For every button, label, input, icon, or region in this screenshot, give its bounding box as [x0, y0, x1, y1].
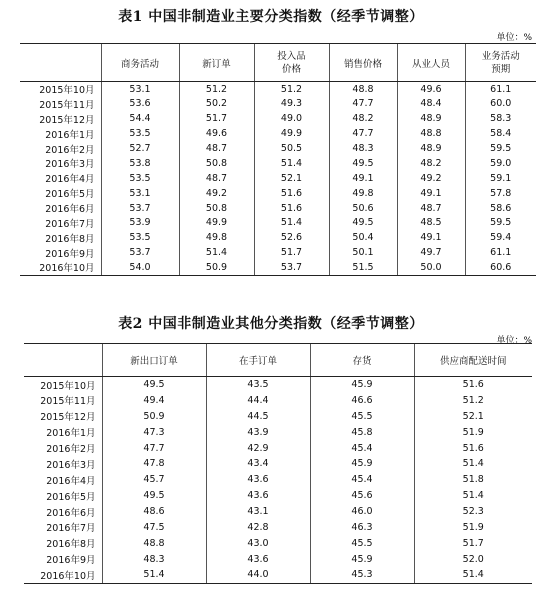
table2-header-inventory: 存货 — [310, 344, 414, 377]
table-row — [24, 440, 532, 456]
table-row — [24, 535, 532, 551]
row-label: 2016年6月 — [46, 507, 96, 519]
table-cell: 48.7 — [397, 201, 465, 216]
table2-body — [24, 377, 532, 584]
table-cell: 45.4 — [310, 472, 414, 488]
table-cell: 48.8 — [397, 126, 465, 141]
table-cell: 53.7 — [101, 201, 179, 216]
row-label: 2016年4月 — [45, 174, 95, 186]
table-cell: 58.4 — [465, 126, 536, 141]
table-cell: 58.6 — [465, 201, 536, 216]
table-cell: 51.7 — [254, 245, 329, 260]
table-cell: 45.9 — [310, 551, 414, 567]
table-cell: 49.6 — [179, 126, 254, 141]
table-row — [24, 424, 532, 440]
table-cell: 49.2 — [397, 171, 465, 186]
table-cell: 51.4 — [179, 245, 254, 260]
table-cell: 48.6 — [102, 504, 206, 520]
table-cell: 49.3 — [254, 96, 329, 111]
table-cell: 51.2 — [179, 82, 254, 97]
table-cell: 47.7 — [102, 440, 206, 456]
table-cell: 43.6 — [206, 472, 310, 488]
row-label: 2016年8月 — [45, 233, 95, 245]
table-row — [24, 472, 532, 488]
table-row — [20, 171, 536, 186]
table-cell: 47.5 — [102, 520, 206, 536]
table-cell: 49.2 — [179, 186, 254, 201]
table-cell: 51.4 — [102, 567, 206, 583]
table-row — [24, 488, 532, 504]
table-cell: 48.8 — [329, 82, 397, 97]
table-cell: 53.5 — [101, 230, 179, 245]
table2-unit: 单位：% — [496, 336, 532, 346]
table-cell: 49.5 — [102, 377, 206, 393]
table-cell: 50.9 — [179, 260, 254, 275]
table-row — [20, 126, 536, 141]
table-row — [24, 520, 532, 536]
table-row — [20, 230, 536, 245]
table2 — [24, 343, 532, 584]
row-label: 2016年10月 — [20, 260, 101, 275]
table-cell: 51.6 — [254, 201, 329, 216]
table-cell: 47.3 — [102, 424, 206, 440]
table-cell: 51.4 — [414, 456, 532, 472]
table-cell: 45.4 — [310, 440, 414, 456]
table-cell: 53.7 — [101, 245, 179, 260]
table-cell: 48.7 — [179, 171, 254, 186]
table-row — [20, 201, 536, 216]
table-cell: 52.1 — [414, 408, 532, 424]
row-label: 2016年2月 — [45, 144, 95, 156]
row-label: 2016年3月 — [45, 159, 95, 171]
row-label: 2015年10月 — [40, 380, 96, 392]
table-cell: 49.7 — [397, 245, 465, 260]
table-cell: 48.4 — [397, 96, 465, 111]
row-label: 2016年1月 — [46, 428, 96, 440]
table-row — [24, 551, 532, 567]
row-label: 2016年3月 — [46, 459, 96, 471]
table-cell: 50.1 — [329, 245, 397, 260]
table-cell: 52.0 — [414, 551, 532, 567]
table1-header-business-activity: 商务活动 — [101, 44, 179, 82]
table-row — [24, 456, 532, 472]
table-row — [20, 82, 536, 97]
row-label: 2016年5月 — [45, 189, 95, 201]
table-cell: 52.6 — [254, 230, 329, 245]
row-label: 2016年2月 — [46, 444, 96, 455]
table-cell: 45.5 — [310, 408, 414, 424]
table-cell: 49.6 — [397, 82, 465, 97]
table-cell: 49.1 — [397, 186, 465, 201]
row-label: 2016年7月 — [46, 523, 96, 535]
table-cell: 49.4 — [102, 392, 206, 408]
table-cell: 46.6 — [310, 392, 414, 408]
table-cell: 48.5 — [397, 216, 465, 231]
table2-title: 表2 中国非制造业其他分类指数（经季节调整） — [118, 316, 424, 332]
table-cell: 43.1 — [206, 504, 310, 520]
table-cell: 50.5 — [254, 141, 329, 156]
table-cell: 51.9 — [414, 424, 532, 440]
table-cell: 51.4 — [254, 216, 329, 231]
table-cell: 48.8 — [102, 535, 206, 551]
table-cell: 50.4 — [329, 230, 397, 245]
table-row — [20, 260, 536, 275]
table-cell: 46.3 — [310, 520, 414, 536]
table-cell: 44.5 — [206, 408, 310, 424]
table-cell: 51.2 — [414, 392, 532, 408]
table2-header-blank — [24, 344, 102, 377]
table-cell: 50.8 — [179, 156, 254, 171]
table-cell: 51.5 — [329, 260, 397, 275]
table-cell: 52.7 — [101, 141, 179, 156]
table-cell: 47.7 — [329, 126, 397, 141]
table-cell: 51.2 — [254, 82, 329, 97]
row-label: 2016年8月 — [46, 539, 96, 551]
table-cell: 59.4 — [465, 230, 536, 245]
table-row — [20, 186, 536, 201]
table-cell: 49.8 — [179, 230, 254, 245]
table-cell: 53.7 — [254, 260, 329, 275]
table-cell: 53.8 — [101, 156, 179, 171]
row-label: 2015年12月 — [39, 114, 95, 126]
table1-header-employment: 从业人员 — [397, 44, 465, 82]
table-cell: 42.8 — [206, 520, 310, 536]
table-cell: 49.5 — [329, 216, 397, 231]
table1-body — [20, 82, 536, 276]
table1-header-input-prices: 投入品 价格 — [254, 44, 329, 82]
table-cell: 49.1 — [397, 230, 465, 245]
table-cell: 51.6 — [414, 377, 532, 393]
table-cell: 51.8 — [414, 472, 532, 488]
table-cell: 42.9 — [206, 440, 310, 456]
table-row — [20, 111, 536, 126]
table2-header-backlog-orders: 在手订单 — [206, 344, 310, 377]
table-cell: 49.5 — [102, 488, 206, 504]
table-cell: 61.1 — [465, 245, 536, 260]
row-label: 2015年11月 — [40, 396, 96, 408]
table-cell: 59.5 — [465, 141, 536, 156]
table-cell: 59.5 — [465, 216, 536, 231]
table1-header-business-expectations: 业务活动 预期 — [465, 44, 536, 82]
table-cell: 49.9 — [179, 216, 254, 231]
table-cell: 57.8 — [465, 186, 536, 201]
table-row — [20, 141, 536, 156]
table-cell: 51.6 — [414, 440, 532, 456]
row-label: 2016年10月 — [24, 567, 102, 583]
table-cell: 49.0 — [254, 111, 329, 126]
table-cell: 50.0 — [397, 260, 465, 275]
table-cell: 59.0 — [465, 156, 536, 171]
table-row — [24, 392, 532, 408]
table-cell: 45.9 — [310, 456, 414, 472]
table-cell: 47.7 — [329, 96, 397, 111]
table-row — [24, 377, 532, 393]
table-cell: 43.4 — [206, 456, 310, 472]
table-cell: 60.0 — [465, 96, 536, 111]
table-cell: 43.0 — [206, 535, 310, 551]
table-cell: 49.9 — [254, 126, 329, 141]
table-cell: 51.4 — [414, 567, 532, 583]
table-cell: 51.9 — [414, 520, 532, 536]
row-label: 2016年9月 — [45, 248, 95, 260]
table1-header-new-orders: 新订单 — [179, 44, 254, 82]
table-cell: 48.3 — [102, 551, 206, 567]
table-cell: 48.2 — [397, 156, 465, 171]
table-cell: 45.6 — [310, 488, 414, 504]
table-row — [20, 156, 536, 171]
table-cell: 53.1 — [101, 82, 179, 97]
table-cell: 45.9 — [310, 377, 414, 393]
table-cell: 52.1 — [254, 171, 329, 186]
row-label: 2016年6月 — [45, 204, 95, 216]
table-cell: 53.5 — [101, 126, 179, 141]
table-cell: 47.8 — [102, 456, 206, 472]
table-cell: 51.7 — [414, 535, 532, 551]
table1-unit: 单位：% — [496, 33, 532, 43]
table2-header-supplier-delivery-times: 供应商配送时间 — [414, 344, 532, 377]
table-cell: 61.1 — [465, 82, 536, 97]
row-label: 2016年1月 — [45, 129, 95, 141]
table2-header-row — [24, 344, 532, 377]
table1 — [20, 43, 536, 276]
table-cell: 44.0 — [206, 567, 310, 583]
table-cell: 53.1 — [101, 186, 179, 201]
table-cell: 49.8 — [329, 186, 397, 201]
row-label: 2016年9月 — [46, 555, 96, 567]
table-cell: 54.4 — [101, 111, 179, 126]
row-label: 2015年11月 — [39, 99, 95, 111]
table-row — [24, 567, 532, 583]
table-cell: 49.5 — [329, 156, 397, 171]
table-cell: 43.6 — [206, 488, 310, 504]
table-cell: 48.9 — [397, 141, 465, 156]
table-cell: 50.8 — [179, 201, 254, 216]
table-cell: 50.6 — [329, 201, 397, 216]
table-cell: 50.2 — [179, 96, 254, 111]
table-cell: 45.7 — [102, 472, 206, 488]
table-cell: 48.3 — [329, 141, 397, 156]
table-cell: 59.1 — [465, 171, 536, 186]
table-cell: 52.3 — [414, 504, 532, 520]
table-cell: 45.8 — [310, 424, 414, 440]
row-label: 2016年7月 — [45, 218, 95, 230]
table-cell: 49.1 — [329, 171, 397, 186]
table-row — [24, 504, 532, 520]
table1-header-blank — [20, 44, 101, 82]
table-cell: 51.4 — [254, 156, 329, 171]
table-cell: 43.9 — [206, 424, 310, 440]
table-row — [20, 245, 536, 260]
row-label: 2016年5月 — [46, 491, 96, 503]
table-cell: 58.3 — [465, 111, 536, 126]
table-cell: 51.7 — [179, 111, 254, 126]
table-cell: 48.7 — [179, 141, 254, 156]
row-label: 2015年12月 — [40, 412, 96, 424]
table-cell: 45.3 — [310, 567, 414, 583]
table1-header-sales-prices: 销售价格 — [329, 44, 397, 82]
row-label: 2016年4月 — [46, 475, 96, 487]
table-cell: 54.0 — [101, 260, 179, 275]
table-cell: 53.6 — [101, 96, 179, 111]
table1-title: 表1 中国非制造业主要分类指数（经季节调整） — [118, 9, 424, 25]
table-cell: 43.6 — [206, 551, 310, 567]
table-cell: 45.5 — [310, 535, 414, 551]
table1-header-row — [20, 44, 536, 82]
table-cell: 46.0 — [310, 504, 414, 520]
table-cell: 43.5 — [206, 377, 310, 393]
table-row — [20, 216, 536, 231]
table-cell: 51.4 — [414, 488, 532, 504]
table-cell: 53.9 — [101, 216, 179, 231]
table-cell: 48.9 — [397, 111, 465, 126]
table-cell: 48.2 — [329, 111, 397, 126]
table-row — [24, 408, 532, 424]
row-label: 2015年10月 — [39, 85, 95, 97]
table2-header-new-export-orders: 新出口订单 — [102, 344, 206, 377]
table-cell: 51.6 — [254, 186, 329, 201]
table-row — [20, 96, 536, 111]
table-cell: 44.4 — [206, 392, 310, 408]
table-cell: 53.5 — [101, 171, 179, 186]
table-cell: 60.6 — [465, 260, 536, 275]
table-cell: 50.9 — [102, 408, 206, 424]
